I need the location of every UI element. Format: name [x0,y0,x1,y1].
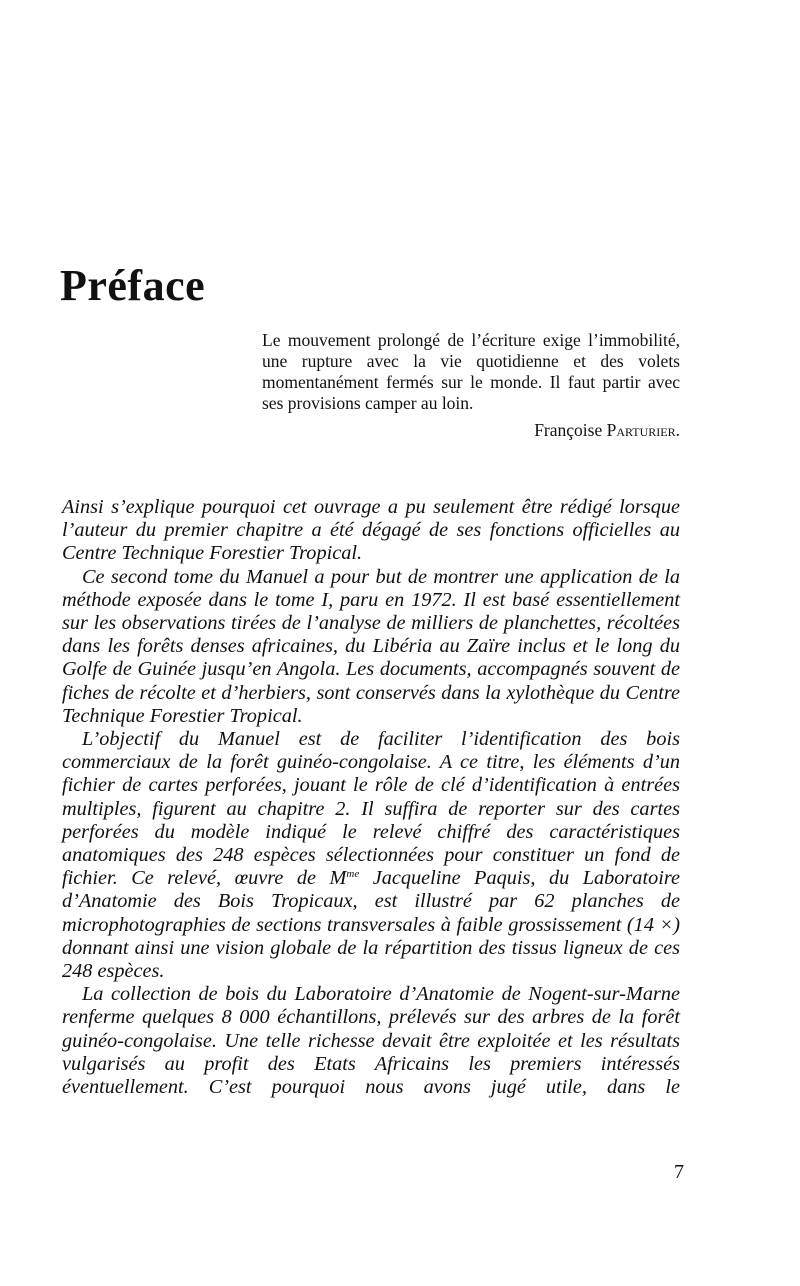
epigraph [262,330,680,441]
preface-body [62,496,680,1099]
page-number: 7 [674,1161,684,1183]
paragraph [62,728,680,983]
superscript: me [346,868,360,881]
epigraph-author-last-name: Parturier. [606,420,680,440]
paragraph: La collection de bois du Laboratoire d’Anatomie de Nogent-sur-Marne renferme quelques 8 000 échantillons, prélevés sur des arbres de la forêt guinéo-congolaise. Une telle richesse devait être exploitée et les résultats vulgarisés au profit des Etats Africains les premiers intéressés éventuellement. C’est pourquoi nous avons jugé utile, dans le [62,983,680,1099]
paragraph-text: Jacqueline Paquis, du Laboratoire d’Anatomie des Bois Tropicaux, est illustré par 62 planches de microphotographies de sections transversales à faible grossissement (14 ×) donnant ainsi une vision globale de la répartition des tissus ligneux de ces 248 espèces. [62,867,680,983]
paragraph: Ainsi s’explique pourquoi cet ouvrage a pu seulement être rédigé lorsque l’auteur du premier chapitre a été dégagé de ses fonctions officielles au Centre Technique Forestier Tropical. [62,496,680,565]
epigraph-author-first-name: Françoise [534,420,603,440]
epigraph-author [262,420,680,441]
paragraph-text: L’objectif du Manuel est de faciliter l’identification des bois commerciaux de la forêt guinéo-congolaise. A ce titre, les éléments d’un fichier de cartes perforées, jouant le rôle de clé d’identification à entrées multiples, figurent au chapitre 2. Il suffira de reporter sur des cartes perforées du modèle indiqué le relevé chiffré des caractéristiques anatomiques des 248 espèces sélectionnées pour constituer un fond de fichier. Ce relevé, œuvre de M [62,728,680,890]
page-title: Préface [60,261,206,310]
paragraph: Ce second tome du Manuel a pour but de montrer une application de la méthode exposée dans le tome I, paru en 1972. Il est basé essentiellement sur les observations tirées de l’analyse de milliers de planchettes, récoltées dans les forêts denses africaines, du Libéria au Zaïre inclus et le long du Golfe de Guinée jusqu’en Angola. Les documents, accompagnés souvent de fiches de récolte et d’herbiers, sont conservés dans la xylothèque du Centre Technique Forestier Tropical. [62,565,680,727]
epigraph-quote: Le mouvement prolongé de l’écriture exige l’immobilité, une rupture avec la vie quotidienne et des volets momentanément fermés sur le monde. Il faut partir avec ses provisions camper au loin. [262,330,680,413]
